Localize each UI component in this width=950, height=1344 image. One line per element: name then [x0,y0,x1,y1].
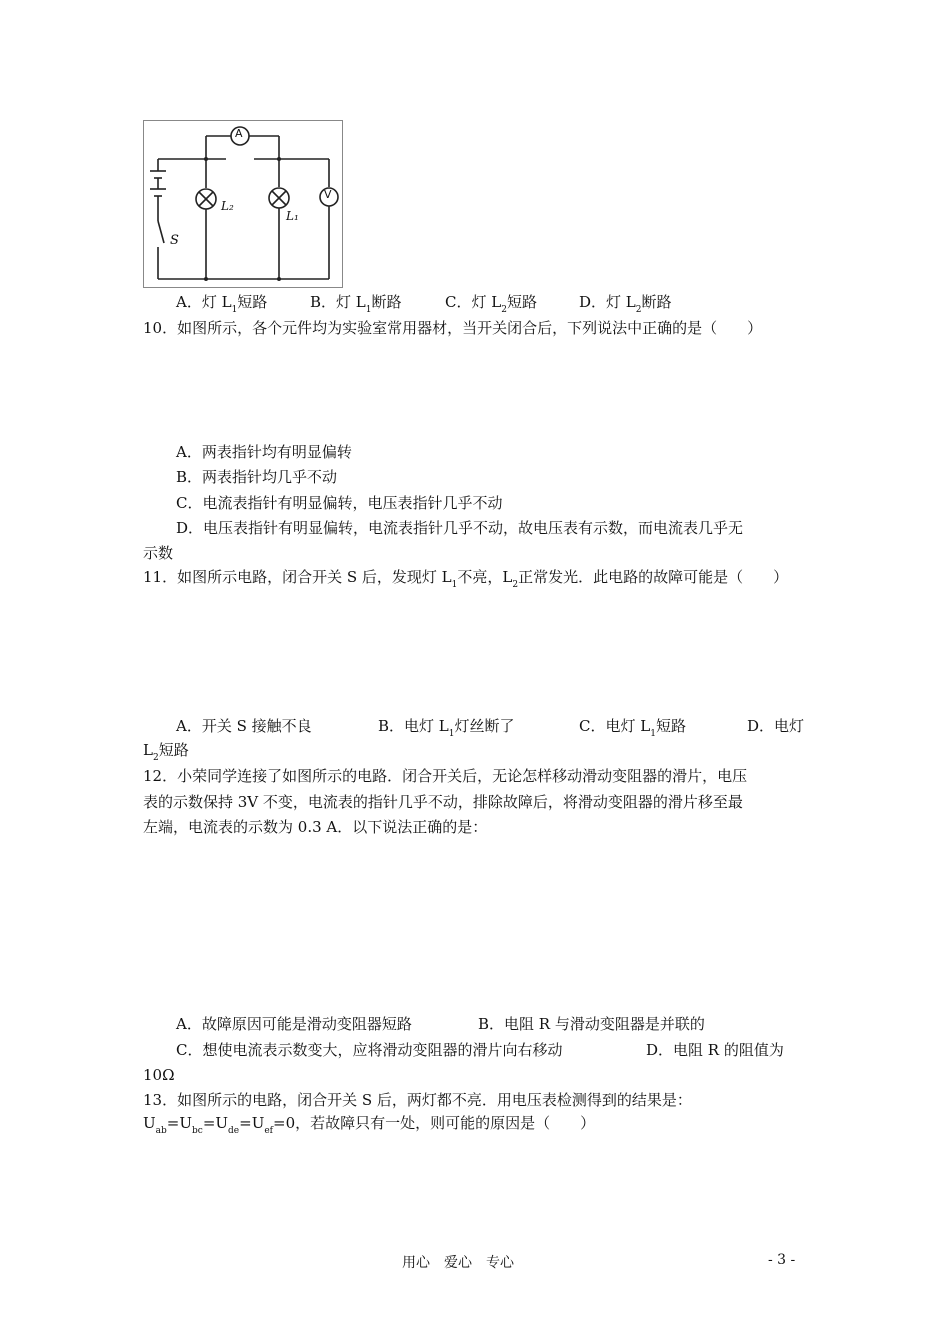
footer-slogan: 用心 爱心 专心 [402,1255,514,1271]
q12-stem-line3: 左端，电流表的示数为 0.3 A．以下说法正确的是： [143,818,488,836]
q10-option-b: B．两表指针均几乎不动 [176,468,338,486]
q9-option-d: D．灯 $L_2$断路 [579,293,672,315]
q9-option-c: C．灯 $L_2$短路 [445,293,537,315]
q10-option-d-cont: 示数 [143,544,174,562]
q10-option-d: D．电压表指针有明显偏转，电流表指针几乎不动，故电压表有示数，而电流表几乎无 [176,519,744,537]
q10-option-a: A．两表指针均有明显偏转 [176,443,352,461]
q12-option-a: A．故障原因可能是滑动变阻器短路 [176,1015,412,1033]
q12-stem-line1: 12．小荣同学连接了如图所示的电路．闭合开关后，无论怎样移动滑动变阻器的滑片，电压 [143,767,748,785]
q10-option-c: C．电流表指针有明显偏转，电压表指针几乎不动 [176,494,503,512]
q11-option-a: A．开关 S 接触不良 [176,717,312,735]
switch-label: S [170,233,179,248]
voltmeter-label: V [324,188,332,201]
q10-stem: 10．如图所示，各个元件均为实验室常用器材，当开关闭合后，下列说法中正确的是（ ） [143,319,763,337]
q12-option-c: C．想使电流表示数变大，应将滑动变阻器的滑片向右移动 [176,1041,563,1059]
lamp2-label: L₂ [221,199,234,213]
q11-option-d: D．电灯 [747,717,805,735]
q13-stem-line1: 13．如图所示的电路，闭合开关 S 后，两灯都不亮．用电压表检测得到的结果是： [143,1091,692,1109]
q11-stem: 11．如图所示电路，闭合开关 S 后，发现灯 $L_1$不亮，$L_2$正常发光．此电路的故障可能是（ ） [143,568,789,590]
q12-option-d: D．电阻 R 的阻值为 [646,1041,784,1059]
q11-option-d-cont: $L_2$短路 [143,741,189,763]
q12-option-b: B．电阻 R 与滑动变阻器是并联的 [478,1015,705,1033]
q12-stem-line2: 表的示数保持 3V 不变，电流表的指针几乎不动，排除故障后，将滑动变阻器的滑片移至最 [143,793,743,811]
q12-option-d-cont: 10Ω [143,1066,175,1084]
q11-option-b: B．电灯 $L_1$灯丝断了 [378,717,515,739]
circuit-drawing [144,121,342,287]
q9-option-a: A．灯 $L_1$短路 [176,293,268,315]
q9-option-b: B．灯 $L_1$断路 [310,293,402,315]
q11-option-c: C．电灯 $L_1$短路 [579,717,686,739]
circuit-diagram [143,120,343,288]
q13-stem-line2: $U_{ab}=U_{bc}=U_{de}=U_{ef}=0$，若故障只有一处，则可能的原因是（ ） [143,1114,596,1136]
lamp1-label: L₁ [286,209,299,223]
page-number: - 3 - [768,1252,796,1268]
ammeter-label: A [235,127,243,140]
